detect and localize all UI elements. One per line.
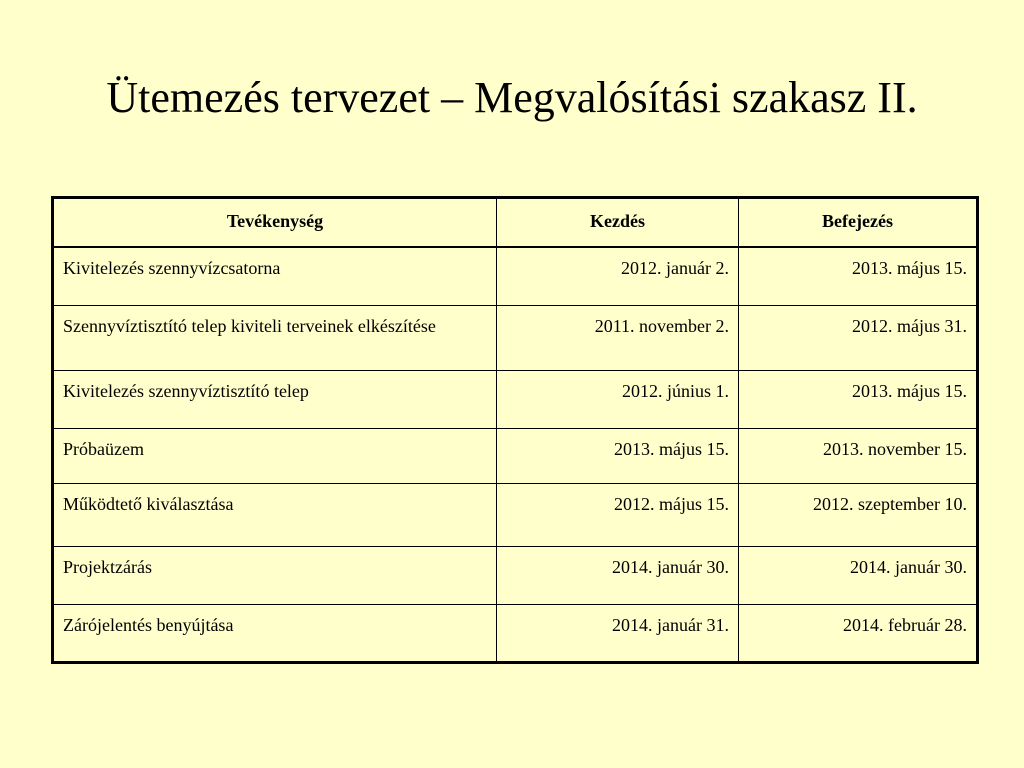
cell-activity: Kivitelezés szennyvízcsatorna	[53, 247, 497, 306]
cell-start: 2013. május 15.	[497, 429, 739, 484]
table-row	[53, 484, 978, 547]
table-row	[53, 306, 978, 371]
cell-activity: Kivitelezés szennyvíztisztító telep	[53, 371, 497, 429]
cell-start: 2014. január 31.	[497, 605, 739, 663]
cell-end: 2012. május 31.	[739, 306, 978, 371]
cell-end: 2014. január 30.	[739, 547, 978, 605]
header-start: Kezdés	[497, 198, 739, 247]
cell-start: 2011. november 2.	[497, 306, 739, 371]
cell-activity: Működtető kiválasztása	[53, 484, 497, 547]
cell-activity: Zárójelentés benyújtása	[53, 605, 497, 663]
cell-end: 2013. november 15.	[739, 429, 978, 484]
cell-start: 2012. június 1.	[497, 371, 739, 429]
cell-activity: Projektzárás	[53, 547, 497, 605]
table-row	[53, 605, 978, 663]
cell-start: 2012. január 2.	[497, 247, 739, 306]
table-row	[53, 429, 978, 484]
cell-end: 2014. február 28.	[739, 605, 978, 663]
table-header-row	[53, 198, 978, 247]
header-end: Befejezés	[739, 198, 978, 247]
slide-title: Ütemezés tervezet – Megvalósítási szakasz II.	[106, 73, 918, 122]
header-activity: Tevékenység	[53, 198, 497, 247]
table-row	[53, 371, 978, 429]
cell-activity: Próbaüzem	[53, 429, 497, 484]
table-row	[53, 247, 978, 306]
table-row	[53, 547, 978, 605]
cell-start: 2014. január 30.	[497, 547, 739, 605]
cell-start: 2012. május 15.	[497, 484, 739, 547]
schedule-table	[51, 196, 979, 664]
cell-end: 2013. május 15.	[739, 371, 978, 429]
cell-activity: Szennyvíztisztító telep kiviteli terveinek elkészítése	[53, 306, 497, 371]
cell-end: 2012. szeptember 10.	[739, 484, 978, 547]
cell-end: 2013. május 15.	[739, 247, 978, 306]
